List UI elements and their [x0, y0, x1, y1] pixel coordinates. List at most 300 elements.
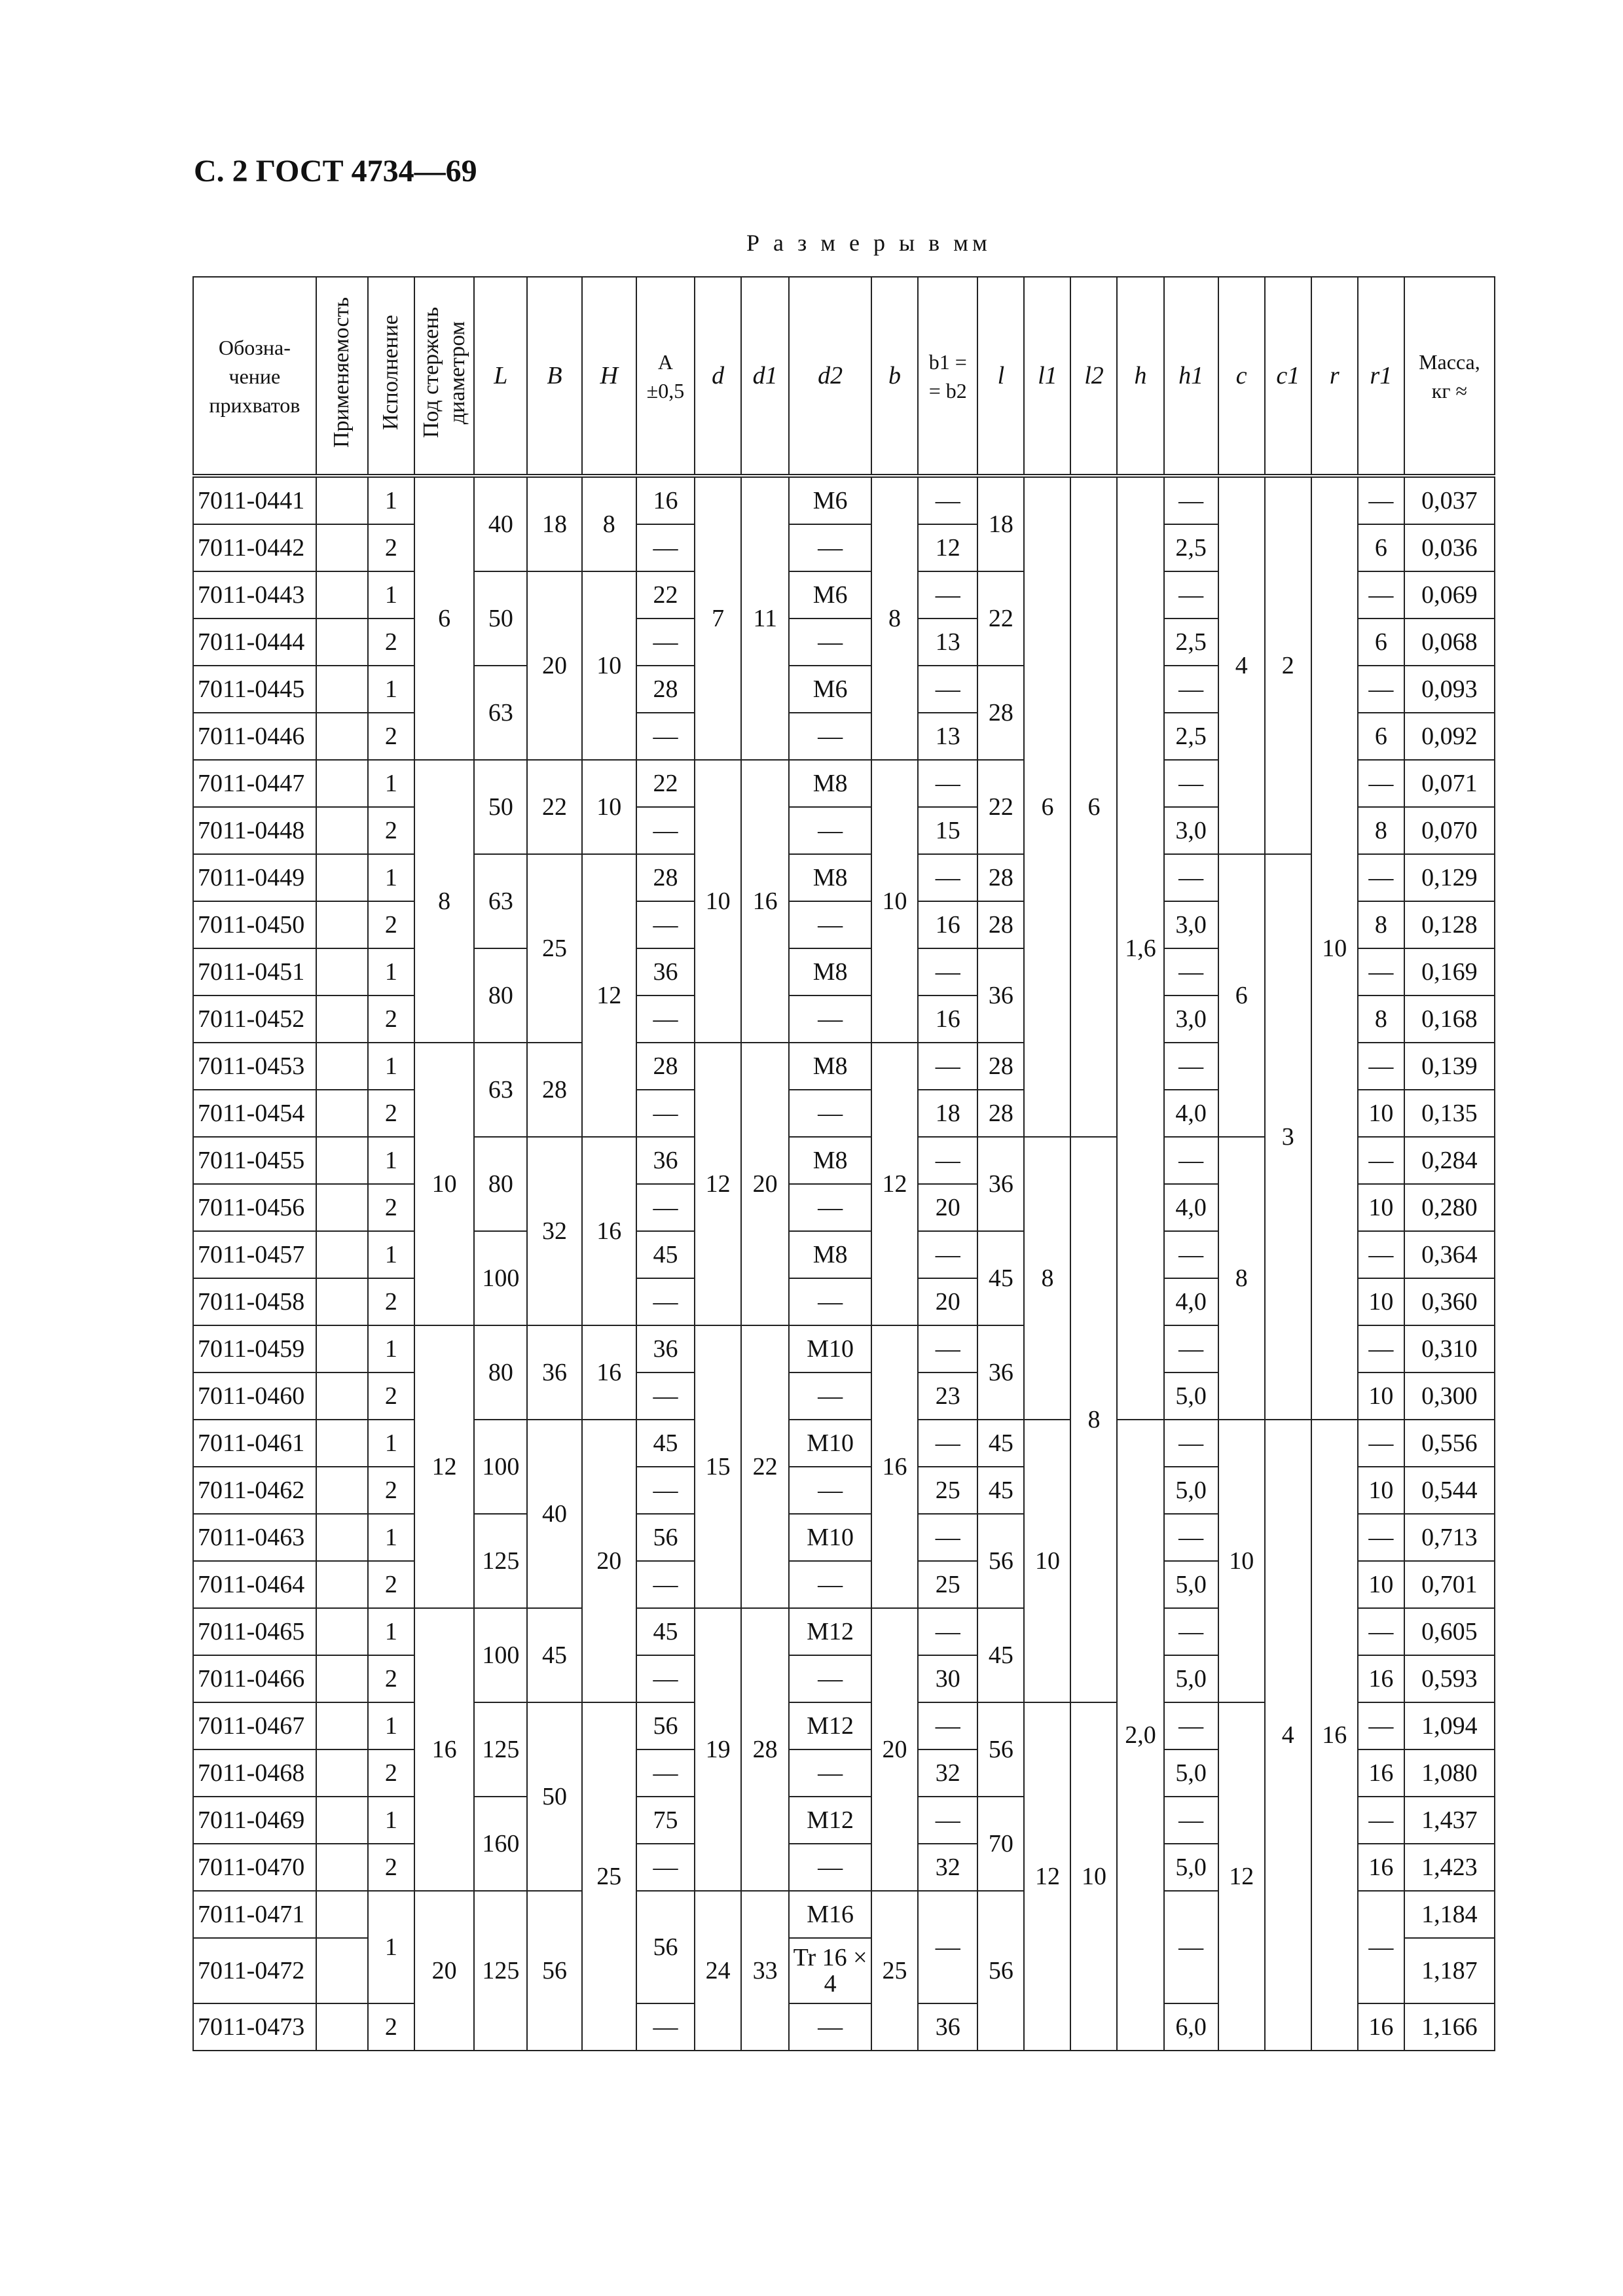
table-cell: 20 [741, 1043, 789, 1325]
table-cell: 16 [918, 901, 977, 948]
table-cell [316, 1137, 368, 1184]
table-cell [316, 571, 368, 619]
column-header-label: c [1235, 362, 1247, 389]
table-cell: 20 [582, 1420, 636, 1702]
table-cell: 50 [527, 1702, 581, 1891]
table-cell: 28 [527, 1043, 581, 1137]
table-cell: 12 [1218, 1702, 1265, 2051]
table-cell: — [789, 1561, 871, 1608]
table-cell [316, 1891, 368, 1938]
table-cell: 45 [977, 1231, 1024, 1325]
column-header [871, 277, 918, 476]
table-cell: 6 [1218, 854, 1265, 1137]
table-cell: 1 [368, 1514, 414, 1561]
table-cell: — [918, 1608, 977, 1655]
table-cell: 0,713 [1404, 1514, 1495, 1561]
table-cell: 6 [1358, 524, 1404, 571]
table-cell [316, 619, 368, 666]
table-cell: 80 [474, 1137, 527, 1231]
table-cell: 32 [918, 1749, 977, 1797]
table-header-row [193, 277, 1495, 476]
table-cell [316, 1797, 368, 1844]
table-cell: — [1358, 948, 1404, 996]
table-cell: 12 [871, 1043, 918, 1325]
table-cell: 0,544 [1404, 1467, 1495, 1514]
table-cell: 1,437 [1404, 1797, 1495, 1844]
table-cell: — [1358, 1231, 1404, 1278]
table-cell: 3,0 [1164, 996, 1218, 1043]
table-cell: 4,0 [1164, 1184, 1218, 1231]
table-cell: — [636, 1655, 695, 1702]
table-cell [316, 1090, 368, 1137]
table-cell: 15 [695, 1325, 741, 1608]
table-cell: 12 [695, 1043, 741, 1325]
table-cell: — [1164, 1702, 1218, 1749]
table-cell: — [918, 476, 977, 524]
table-cell: 0,139 [1404, 1043, 1495, 1090]
table-cell: 36 [977, 1325, 1024, 1420]
table-cell [316, 1184, 368, 1231]
table-cell: 12 [414, 1325, 474, 1608]
table-cell: 0,093 [1404, 666, 1495, 713]
table-cell: — [918, 571, 977, 619]
table-cell: 1 [368, 1325, 414, 1372]
table-cell: — [636, 2003, 695, 2051]
table-cell: 2,5 [1164, 619, 1218, 666]
table-cell: — [918, 1137, 977, 1184]
table-cell: 2,0 [1117, 1420, 1163, 2051]
designation-cell: 7011-0470 [193, 1844, 316, 1891]
table-cell: 16 [414, 1608, 474, 1891]
table-cell: М8 [789, 854, 871, 901]
designation-cell: 7011-0448 [193, 807, 316, 854]
column-header [789, 277, 871, 476]
table-cell: 8 [1070, 1137, 1117, 1702]
table-cell: — [789, 901, 871, 948]
designation-cell: 7011-0471 [193, 1891, 316, 1938]
table-cell: — [789, 1090, 871, 1137]
table-cell: 5,0 [1164, 1749, 1218, 1797]
table-cell: 4,0 [1164, 1278, 1218, 1325]
table-cell: 1 [368, 1420, 414, 1467]
table-cell [316, 1844, 368, 1891]
table-cell: 20 [871, 1608, 918, 1891]
table-cell: 50 [474, 760, 527, 854]
table-cell: 4,0 [1164, 1090, 1218, 1137]
table-cell: 2 [368, 1561, 414, 1608]
designation-cell: 7011-0468 [193, 1749, 316, 1797]
table-cell [316, 1420, 368, 1467]
table-cell: 22 [977, 571, 1024, 666]
table-cell: 2,5 [1164, 524, 1218, 571]
table-cell: — [1164, 1231, 1218, 1278]
designation-cell: 7011-0441 [193, 476, 316, 524]
table-cell [316, 476, 368, 524]
table-cell: 2 [368, 1655, 414, 1702]
table-cell: 33 [741, 1891, 789, 2051]
table-cell: М8 [789, 1043, 871, 1090]
table-cell: 8 [414, 760, 474, 1043]
table-cell: — [1164, 1420, 1218, 1467]
table-cell: 28 [741, 1608, 789, 1891]
column-header [1404, 277, 1495, 476]
column-header-label: h1 [1178, 362, 1204, 389]
table-cell: 100 [474, 1608, 527, 1702]
table-cell: 1 [368, 476, 414, 524]
table-cell: 10 [1358, 1467, 1404, 1514]
table-cell [316, 1372, 368, 1420]
table-cell [316, 760, 368, 807]
table-cell: 0,069 [1404, 571, 1495, 619]
designation-cell: 7011-0456 [193, 1184, 316, 1231]
table-cell: М8 [789, 1137, 871, 1184]
table-cell: — [1358, 1137, 1404, 1184]
table-cell: 1,184 [1404, 1891, 1495, 1938]
table-cell: 10 [1358, 1184, 1404, 1231]
table-cell: — [918, 1702, 977, 1749]
table-cell: 6 [1358, 713, 1404, 760]
table-cell: — [636, 1467, 695, 1514]
table-cell: 10 [1218, 1420, 1265, 1702]
table-cell: 24 [695, 1891, 741, 2051]
table-cell: 10 [582, 571, 636, 760]
table-cell: 10 [1358, 1372, 1404, 1420]
table-cell: 25 [918, 1561, 977, 1608]
table-cell: — [789, 2003, 871, 2051]
table-cell: — [918, 1891, 977, 2003]
column-header [1265, 277, 1311, 476]
table-cell: 28 [977, 1090, 1024, 1137]
table-cell: 28 [636, 854, 695, 901]
table-cell: М10 [789, 1325, 871, 1372]
table-cell: 28 [636, 666, 695, 713]
table-cell: 20 [918, 1184, 977, 1231]
table-cell: 125 [474, 1891, 527, 2051]
table-cell: 2 [368, 713, 414, 760]
table-cell [316, 996, 368, 1043]
column-header [316, 277, 368, 476]
table-cell: — [1358, 1043, 1404, 1090]
designation-cell: 7011-0442 [193, 524, 316, 571]
table-cell [316, 1043, 368, 1090]
table-cell: 36 [636, 1325, 695, 1372]
table-cell: — [789, 1467, 871, 1514]
designation-cell: 7011-0455 [193, 1137, 316, 1184]
table-cell: — [789, 1655, 871, 1702]
table-cell: 1,6 [1117, 476, 1163, 1420]
designation-cell: 7011-0464 [193, 1561, 316, 1608]
column-header [1218, 277, 1265, 476]
column-header-label: h [1134, 362, 1147, 389]
table-cell: 10 [695, 760, 741, 1043]
table-cell: 80 [474, 1325, 527, 1420]
table-cell: 1 [368, 1231, 414, 1278]
table-cell: — [918, 854, 977, 901]
table-cell: — [1358, 476, 1404, 524]
table-cell: 16 [1358, 1844, 1404, 1891]
column-header-label: d [712, 362, 725, 389]
dimensions-table [192, 276, 1495, 2051]
table-cell [316, 1749, 368, 1797]
table-cell: 1,166 [1404, 2003, 1495, 2051]
table-cell: 0,364 [1404, 1231, 1495, 1278]
table-cell: — [789, 807, 871, 854]
table-cell: 2 [368, 1467, 414, 1514]
table-cell: М6 [789, 476, 871, 524]
designation-cell: 7011-0452 [193, 996, 316, 1043]
table-cell: 45 [636, 1608, 695, 1655]
table-cell: 2,5 [1164, 713, 1218, 760]
table-cell [316, 2003, 368, 2051]
designation-cell: 7011-0460 [193, 1372, 316, 1420]
table-cell: 100 [474, 1420, 527, 1514]
table-cell: 16 [1358, 1655, 1404, 1702]
table-cell: 18 [527, 476, 581, 571]
column-header-label: d1 [752, 362, 778, 389]
table-cell: — [636, 619, 695, 666]
table-cell: 20 [527, 571, 581, 760]
table-cell: — [636, 1184, 695, 1231]
table-cell: — [918, 948, 977, 996]
page-header: С. 2 ГОСТ 4734—69 [194, 154, 477, 188]
column-header-label: d2 [818, 362, 843, 389]
table-cell: — [636, 996, 695, 1043]
table-cell: — [1164, 476, 1218, 524]
table-cell: — [1164, 854, 1218, 901]
table-cell: — [789, 1749, 871, 1797]
table-cell: Tr 16 × 4 [789, 1938, 871, 2003]
table-cell: 63 [474, 666, 527, 760]
table-cell: 10 [1358, 1090, 1404, 1137]
table-cell: — [789, 1844, 871, 1891]
table-cell: — [1164, 1891, 1218, 2003]
table-cell: 10 [582, 760, 636, 854]
table-cell: 1 [368, 1797, 414, 1844]
designation-cell: 7011-0465 [193, 1608, 316, 1655]
table-cell [316, 1514, 368, 1561]
table-cell: 1 [368, 1608, 414, 1655]
table-cell: 10 [1311, 476, 1358, 1420]
column-header [368, 277, 414, 476]
table-cell [316, 807, 368, 854]
table-cell: 28 [977, 854, 1024, 901]
table-cell: — [1358, 571, 1404, 619]
table-cell: 63 [474, 1043, 527, 1137]
table-cell [316, 1938, 368, 2003]
table-cell [316, 1561, 368, 1608]
table-cell: 18 [918, 1090, 977, 1137]
table-row [193, 854, 1495, 901]
table-cell: — [918, 1325, 977, 1372]
table-cell: 40 [527, 1420, 581, 1608]
designation-cell: 7011-0472 [193, 1938, 316, 2003]
table-cell: 125 [474, 1702, 527, 1797]
table-cell: 8 [1024, 1137, 1070, 1420]
table-cell: — [918, 1514, 977, 1561]
column-header-label: A ±0,5 [646, 350, 685, 403]
table-cell: 36 [636, 1137, 695, 1184]
table-cell: — [789, 1278, 871, 1325]
table-cell: — [1358, 666, 1404, 713]
table-cell: 2 [368, 2003, 414, 2051]
table-cell: — [636, 1278, 695, 1325]
table-cell: — [1164, 760, 1218, 807]
designation-cell: 7011-0469 [193, 1797, 316, 1844]
column-header [695, 277, 741, 476]
table-cell: 1 [368, 948, 414, 996]
table-cell: 6 [414, 476, 474, 760]
table-cell: М8 [789, 948, 871, 996]
table-cell: 30 [918, 1655, 977, 1702]
table-cell: 45 [977, 1608, 1024, 1702]
table-cell: 3 [1265, 854, 1311, 1420]
table-cell: 56 [636, 1702, 695, 1749]
table-cell: — [636, 524, 695, 571]
table-cell: М6 [789, 666, 871, 713]
table-cell: — [789, 1372, 871, 1420]
table-cell: 11 [741, 476, 789, 760]
table-cell: 0,070 [1404, 807, 1495, 854]
designation-cell: 7011-0473 [193, 2003, 316, 2051]
column-header-label: Обозна- чение прихватов [209, 336, 301, 417]
table-cell: — [789, 1184, 871, 1231]
column-header-label: b1 = = b2 [928, 350, 967, 403]
table-cell: 5,0 [1164, 1655, 1218, 1702]
table-cell: — [918, 760, 977, 807]
table-cell: 16 [741, 760, 789, 1043]
table-cell: 22 [636, 571, 695, 619]
table-cell: 1,080 [1404, 1749, 1495, 1797]
designation-cell: 7011-0461 [193, 1420, 316, 1467]
table-cell: 6 [1024, 476, 1070, 1137]
table-cell: М12 [789, 1702, 871, 1749]
table-cell: 2 [368, 1090, 414, 1137]
table-cell: — [1358, 1514, 1404, 1561]
table-cell: М8 [789, 760, 871, 807]
table-cell: 0,092 [1404, 713, 1495, 760]
designation-cell: 7011-0450 [193, 901, 316, 948]
column-header [414, 277, 474, 476]
table-cell: 2 [368, 807, 414, 854]
table-cell: 5,0 [1164, 1561, 1218, 1608]
table-cell: 25 [527, 854, 581, 1043]
table-cell: 2 [368, 996, 414, 1043]
table-cell: 5,0 [1164, 1844, 1218, 1891]
table-cell: 8 [1358, 996, 1404, 1043]
table-cell: М12 [789, 1608, 871, 1655]
table-cell: М6 [789, 571, 871, 619]
table-cell: 1 [368, 1137, 414, 1184]
table-cell: 10 [1358, 1561, 1404, 1608]
table-cell: 2 [368, 901, 414, 948]
table-cell: 16 [918, 996, 977, 1043]
table-cell: — [1164, 666, 1218, 713]
table-cell: — [918, 666, 977, 713]
table-cell: М10 [789, 1420, 871, 1467]
table-cell: — [1164, 571, 1218, 619]
designation-cell: 7011-0466 [193, 1655, 316, 1702]
table-cell [316, 1608, 368, 1655]
designation-cell: 7011-0459 [193, 1325, 316, 1372]
table-cell: 0,036 [1404, 524, 1495, 571]
table-cell: 36 [977, 1137, 1024, 1231]
table-cell: — [636, 1844, 695, 1891]
table-cell: 8 [582, 476, 636, 571]
table-cell: 0,135 [1404, 1090, 1495, 1137]
table-cell: 32 [527, 1137, 581, 1325]
table-cell: — [1358, 1325, 1404, 1372]
table-cell: — [918, 1043, 977, 1090]
column-header [1311, 277, 1358, 476]
table-cell: — [789, 713, 871, 760]
column-header [918, 277, 977, 476]
table-cell: 25 [871, 1891, 918, 2051]
table-cell: — [1358, 854, 1404, 901]
table-cell: — [1164, 948, 1218, 996]
table-cell [316, 901, 368, 948]
column-header-label: B [547, 362, 562, 389]
table-cell [316, 1702, 368, 1749]
table-cell: 22 [977, 760, 1024, 854]
table-cell: 0,280 [1404, 1184, 1495, 1231]
table-cell: 2 [368, 1844, 414, 1891]
column-header-label: c1 [1276, 362, 1300, 389]
table-cell: 10 [1070, 1702, 1117, 2051]
table-cell: 5,0 [1164, 1372, 1218, 1420]
table-cell: 56 [977, 1702, 1024, 1797]
table-row [193, 1420, 1495, 1467]
table-cell: 18 [977, 476, 1024, 571]
designation-cell: 7011-0444 [193, 619, 316, 666]
column-header-label: l [997, 362, 1005, 389]
table-cell: — [1164, 1514, 1218, 1561]
table-cell: 1 [368, 571, 414, 619]
table-cell: 0,556 [1404, 1420, 1495, 1467]
table-cell: 2 [368, 1749, 414, 1797]
table-cell [316, 948, 368, 996]
table-cell: 0,605 [1404, 1608, 1495, 1655]
table-cell: 10 [1358, 1278, 1404, 1325]
table-cell: 20 [414, 1891, 474, 2051]
table-cell: 13 [918, 713, 977, 760]
table-cell: 0,071 [1404, 760, 1495, 807]
table-cell: — [636, 713, 695, 760]
table-cell: — [1358, 1891, 1404, 2003]
designation-cell: 7011-0462 [193, 1467, 316, 1514]
table-cell: 8 [871, 476, 918, 760]
table-cell: — [636, 1372, 695, 1420]
table-cell: 0,300 [1404, 1372, 1495, 1420]
table-cell: 1 [368, 1891, 414, 2003]
units-caption: Р а з м е р ы в мм [746, 230, 991, 256]
column-header-label: Исполнение [378, 314, 403, 431]
table-row [193, 476, 1495, 524]
table-cell: 16 [582, 1325, 636, 1420]
table-cell: 25 [918, 1467, 977, 1514]
designation-cell: 7011-0445 [193, 666, 316, 713]
table-cell: — [789, 524, 871, 571]
designation-cell: 7011-0453 [193, 1043, 316, 1090]
table-cell: 2 [1265, 476, 1311, 854]
table-body [193, 476, 1495, 2051]
table-cell: — [789, 619, 871, 666]
table-cell: — [636, 807, 695, 854]
table-cell: — [1358, 1420, 1404, 1467]
table-cell: — [1164, 1325, 1218, 1372]
table-cell: 12 [582, 854, 636, 1137]
table-cell: 125 [474, 1514, 527, 1608]
table-cell: 10 [1024, 1420, 1070, 1702]
